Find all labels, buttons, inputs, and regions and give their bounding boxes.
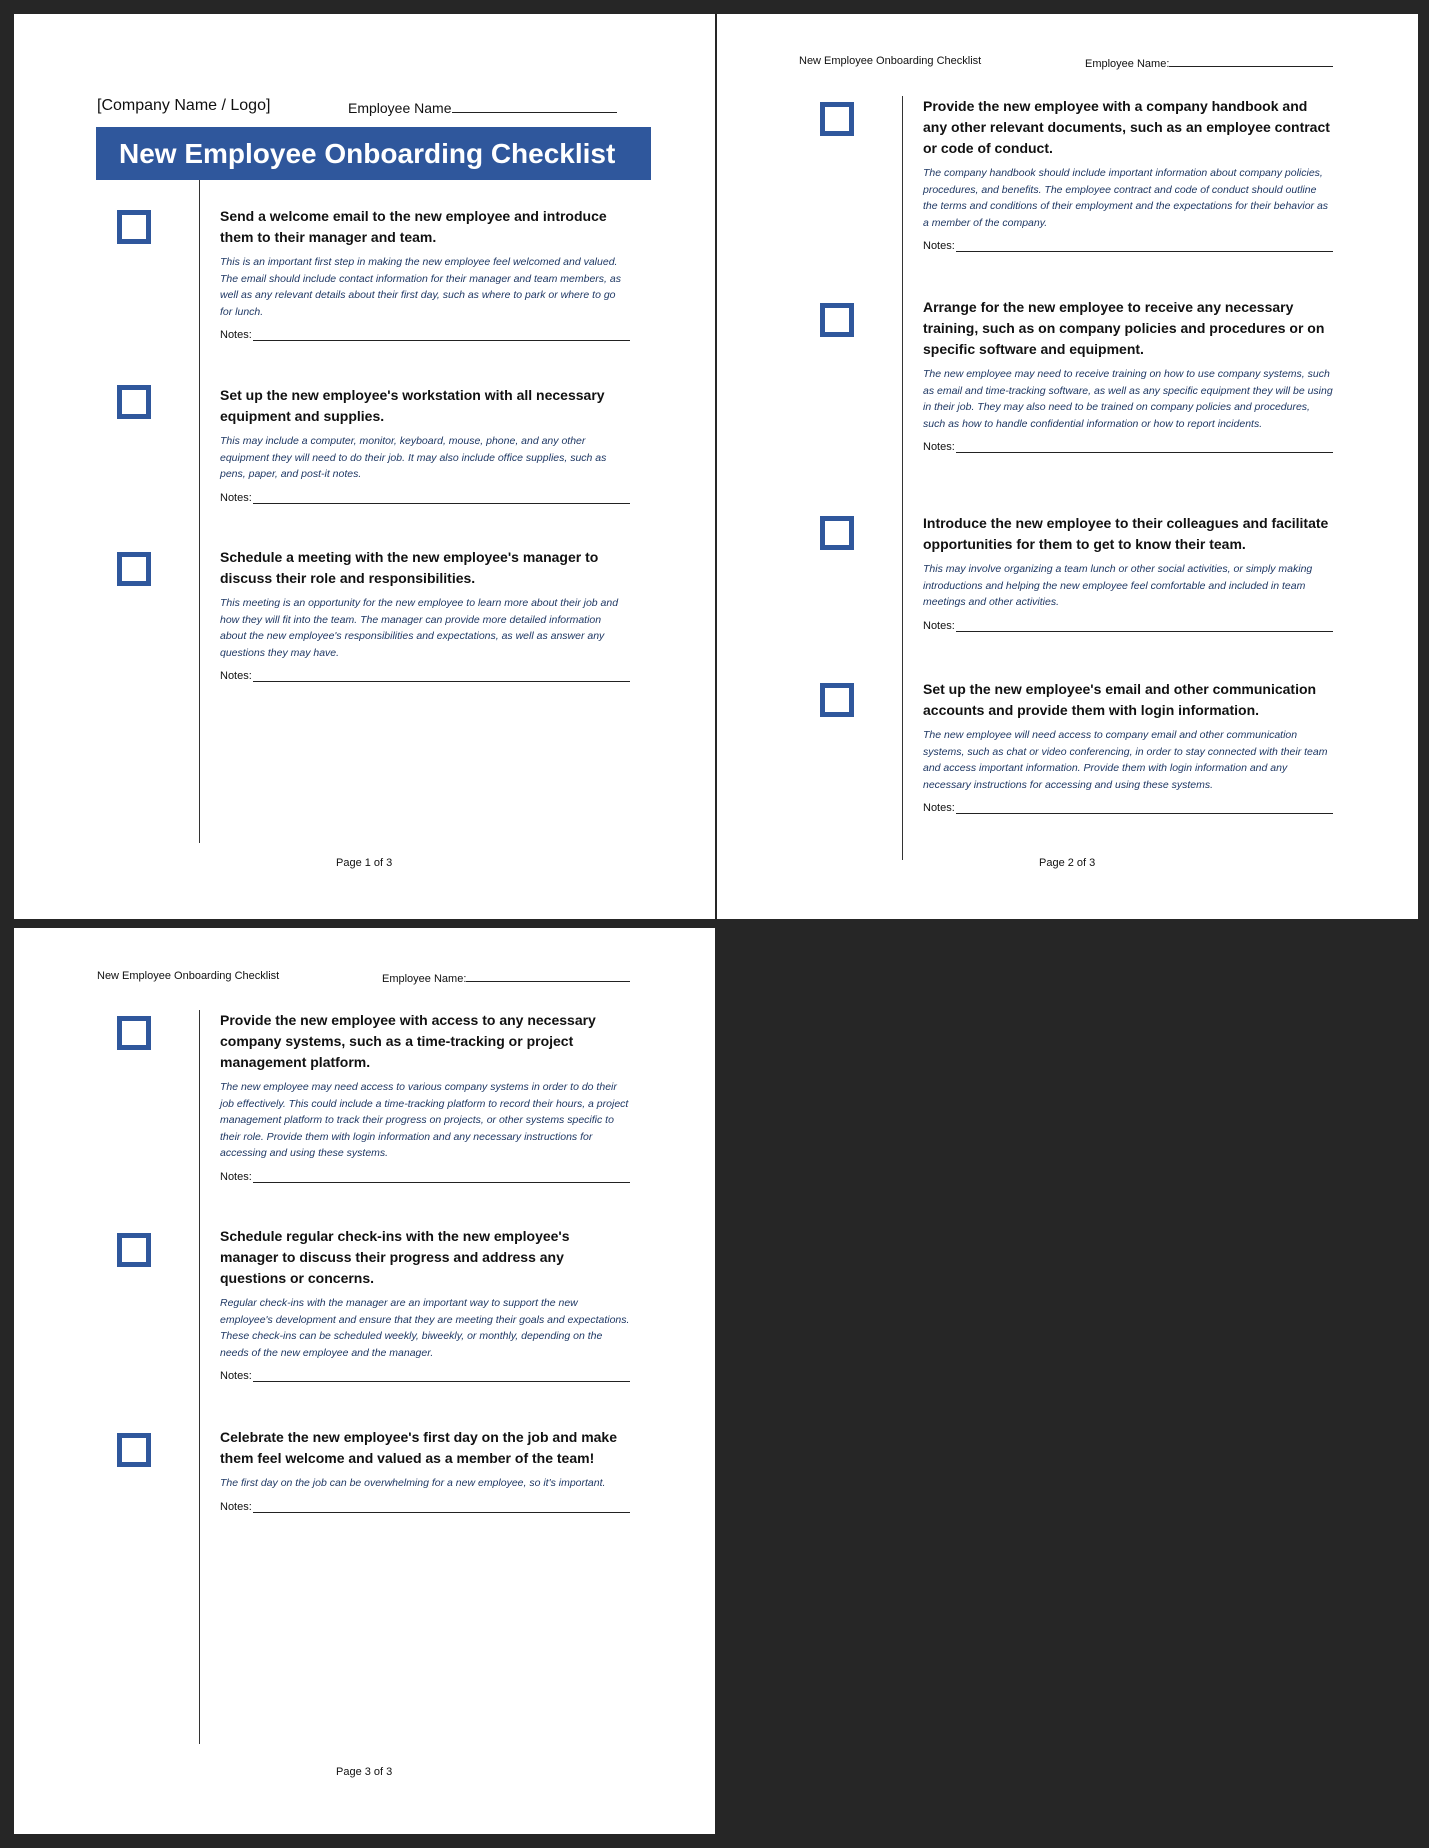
- item-description: The company handbook should include important information about company policies, procedures, and benefits. The employee contract and code of conduct should outline the terms and conditions of their employment and the expectations for their behavior as a member of the company.: [923, 167, 1329, 229]
- checklist-item: [220, 385, 630, 504]
- checkbox[interactable]: [820, 683, 854, 717]
- employee-name-label: Employee Name:: [1085, 58, 1170, 70]
- notes-line: [956, 619, 1333, 632]
- notes-field[interactable]: [923, 440, 1333, 453]
- item-description: The new employee will need access to company email and other communication systems, such as chat or video conferencing, in order to stay connected with their team and access important information. Provide them with login information and any necessary instructions for accessing and using these systems.: [923, 729, 1328, 791]
- notes-label: Notes:: [220, 670, 252, 683]
- notes-field[interactable]: [220, 1170, 630, 1183]
- page-number: Page 1 of 3: [336, 857, 393, 869]
- notes-field[interactable]: [220, 1500, 630, 1513]
- page-3: [14, 928, 715, 1834]
- item-title: Schedule regular check-ins with the new employee's manager to discuss their progress and address any questions or concerns.: [220, 1228, 570, 1286]
- checklist-item: [220, 1427, 630, 1513]
- item-title: Introduce the new employee to their colleagues and facilitate opportunities for them to get to know their team.: [923, 515, 1329, 552]
- checklist-item: [220, 1226, 630, 1382]
- checkbox[interactable]: [117, 1233, 151, 1267]
- checkbox[interactable]: [117, 552, 151, 586]
- checkbox[interactable]: [117, 1433, 151, 1467]
- item-description: This may involve organizing a team lunch or other social activities, or simply making introductions and helping the new employee feel comfortable and included in team meetings and other activities.: [923, 563, 1313, 609]
- item-title: Provide the new employee with access to any necessary company systems, such as a time-tracking or project management platform.: [220, 1012, 596, 1070]
- notes-label: Notes:: [923, 441, 955, 454]
- notes-line: [253, 1170, 630, 1183]
- running-title: New Employee Onboarding Checklist: [799, 55, 982, 67]
- notes-line: [253, 1369, 630, 1382]
- notes-label: Notes:: [220, 1370, 252, 1383]
- item-description: The first day on the job can be overwhelming for a new employee, so it's important.: [220, 1477, 606, 1489]
- employee-name-field[interactable]: [1085, 55, 1333, 70]
- employee-name-field[interactable]: [382, 970, 630, 985]
- item-description: The new employee may need access to various company systems in order to do their job effectively. This could include a time-tracking platform to record their hours, a project management platform to track their progress on projects, or other systems specific to their role. Provide them with login information and any necessary instructions for accessing and using these systems.: [220, 1081, 629, 1160]
- running-title: New Employee Onboarding Checklist: [97, 970, 280, 982]
- notes-line: [253, 1500, 630, 1513]
- checklist-item: [923, 96, 1333, 252]
- checklist-item: [923, 679, 1333, 814]
- checkbox[interactable]: [117, 385, 151, 419]
- item-title: Send a welcome email to the new employee and introduce them to their manager and team.: [220, 208, 607, 245]
- page-2: [717, 14, 1418, 919]
- notes-line: [956, 801, 1333, 814]
- item-title: Arrange for the new employee to receive any necessary training, such as on company policies and procedures or on specific software and equipment.: [923, 299, 1325, 357]
- notes-line: [253, 491, 630, 504]
- checkbox[interactable]: [820, 516, 854, 550]
- notes-label: Notes:: [923, 619, 955, 632]
- employee-name-line: [452, 99, 617, 113]
- item-description: This may include a computer, monitor, keyboard, mouse, phone, and any other equipment they will need to do their job. It may also include office supplies, such as pens, paper, and post-it notes.: [220, 435, 607, 481]
- notes-label: Notes:: [220, 329, 252, 342]
- checklist-item: [923, 513, 1333, 632]
- notes-line: [253, 669, 630, 682]
- notes-line: [956, 239, 1333, 252]
- notes-label: Notes:: [923, 240, 955, 253]
- page-number: Page 3 of 3: [336, 1766, 393, 1778]
- checkbox[interactable]: [117, 1016, 151, 1050]
- timeline-rule: [199, 1010, 200, 1744]
- notes-label: Notes:: [220, 1500, 252, 1513]
- timeline-rule: [902, 96, 903, 860]
- checkbox[interactable]: [820, 102, 854, 136]
- employee-name-line: [1169, 55, 1333, 67]
- employee-name-field[interactable]: [348, 99, 617, 116]
- notes-field[interactable]: [220, 491, 630, 504]
- notes-line: [253, 328, 630, 341]
- page-title: New Employee Onboarding Checklist: [96, 127, 651, 180]
- notes-line: [956, 440, 1333, 453]
- item-description: This meeting is an opportunity for the new employee to learn more about their job and how they will fit into the team. The manager can provide more detailed information about the new employee's responsibilities and expectations, as well as answer any questions they may have.: [220, 597, 619, 659]
- employee-name-label: Employee Name:: [382, 973, 467, 985]
- item-description: This is an important first step in making the new employee feel welcomed and valued. The email should include contact information for their manager and team members, as well as any relevant details about their first day, such as where to park or where to go for lunch.: [220, 256, 621, 318]
- checkbox[interactable]: [820, 303, 854, 337]
- item-title: Set up the new employee's workstation with all necessary equipment and supplies.: [220, 387, 605, 424]
- timeline-rule: [199, 180, 200, 843]
- employee-name-line: [466, 970, 630, 982]
- notes-field[interactable]: [220, 1369, 630, 1382]
- employee-name-label: Employee Name: [348, 100, 452, 116]
- item-title: Provide the new employee with a company handbook and any other relevant documents, such as an employee contract or code of conduct.: [923, 98, 1330, 156]
- notes-label: Notes:: [220, 1170, 252, 1183]
- company-name-logo: [Company Name / Logo]: [97, 97, 271, 114]
- page-1: [14, 14, 715, 919]
- checklist-item: [220, 206, 630, 341]
- notes-field[interactable]: [220, 669, 630, 682]
- item-description: The new employee may need to receive training on how to use company systems, such as email and time-tracking software, as well as any specific equipment they will be using in their job. They may also need to be trained on company policies and procedures, such as how to handle confidential information or how to report incidents.: [923, 368, 1333, 430]
- item-description: Regular check-ins with the manager are an important way to support the new employee's development and ensure that they are meeting their goals and expectations. These check-ins can be scheduled weekly, biweekly, or monthly, depending on the needs of the new employee and the manager.: [220, 1297, 630, 1359]
- item-title: Set up the new employee's email and other communication accounts and provide them with login information.: [923, 681, 1317, 718]
- notes-field[interactable]: [923, 239, 1333, 252]
- notes-label: Notes:: [923, 802, 955, 815]
- checklist-item: [220, 1010, 630, 1183]
- checklist-item: [923, 297, 1333, 453]
- page-number: Page 2 of 3: [1039, 857, 1096, 869]
- notes-field[interactable]: [923, 619, 1333, 632]
- checkbox[interactable]: [117, 210, 151, 244]
- notes-field[interactable]: [923, 801, 1333, 814]
- item-title: Schedule a meeting with the new employee's manager to discuss their role and responsibilities.: [220, 549, 599, 586]
- notes-field[interactable]: [220, 328, 630, 341]
- item-title: Celebrate the new employee's first day on the job and make them feel welcome and valued as a member of the team!: [220, 1429, 617, 1466]
- checklist-item: [220, 547, 630, 682]
- notes-label: Notes:: [220, 491, 252, 504]
